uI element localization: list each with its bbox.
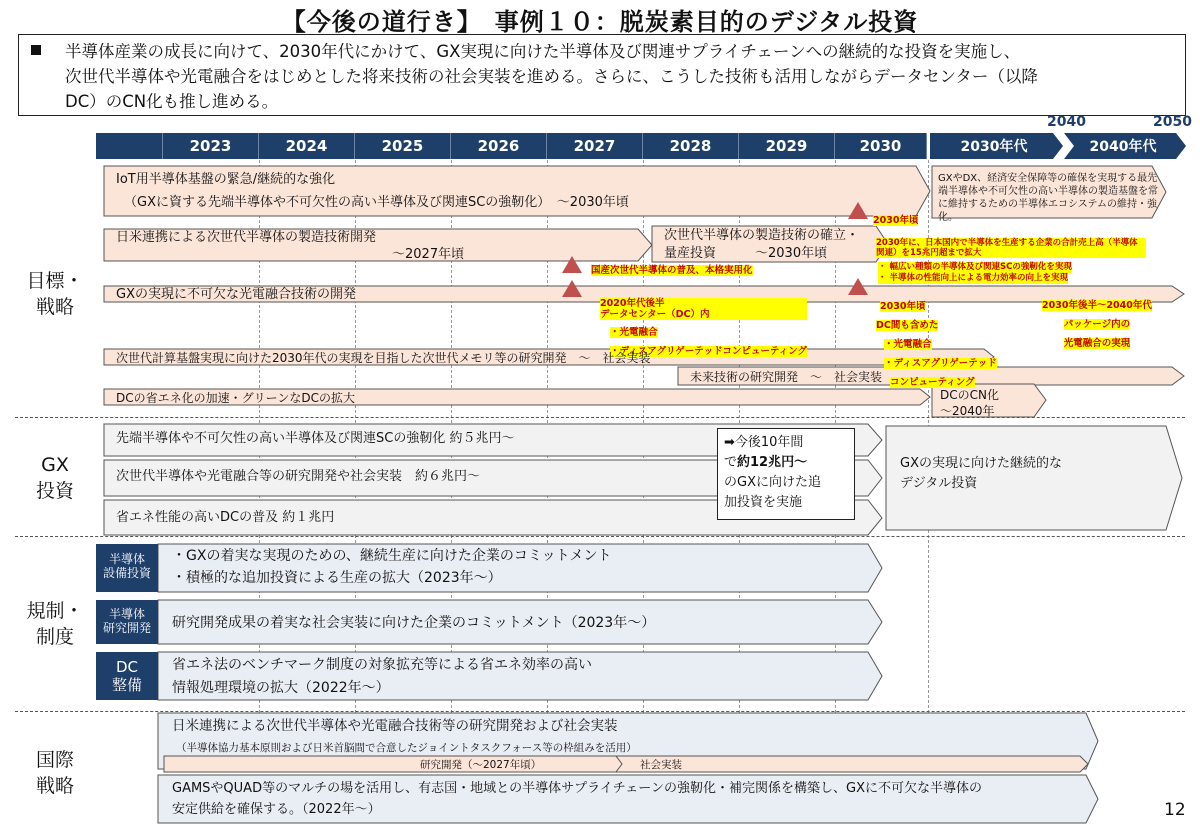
intro-line-2: 次世代半導体や光電融合をはじめとした将来技術の社会実装を進める。さらに、こうした技術も活用しながらデータセンター（以降: [65, 67, 1038, 86]
reg-tag1-line2: 設備投資: [102, 566, 151, 580]
callout-line-2a: で: [724, 455, 738, 470]
reg-tag3-line2: 整備: [111, 676, 142, 694]
reg-tag-semiconductor-capex: [96, 544, 158, 592]
callout-line-2: [724, 453, 848, 473]
intl-line-3: GAMSやQUAD等のマルチの場を活用し、有志国・地域との半導体サプライチェーンの強靭化・補完関係を構築し、GXに不可欠な半導体の: [172, 781, 983, 796]
future-tech-label: 未来技術の研究開発 ～ 社会実装: [690, 370, 883, 384]
intl-deploy-arrow: [616, 756, 1088, 772]
label-2050: 2050: [1153, 114, 1192, 130]
year-blank: [96, 133, 163, 159]
label-2040: 2040: [1047, 114, 1086, 130]
year-2030: 2030: [835, 133, 927, 159]
reg-tag2-line1: 半導体: [108, 607, 145, 621]
year-2028: 2028: [643, 133, 739, 159]
reg-tag-semiconductor-rnd: [96, 600, 158, 644]
tag-2030b-2: DC間も含めた: [876, 320, 939, 331]
tag-2030: 2030年頃: [873, 215, 919, 226]
milestone-triangle: [848, 202, 868, 219]
reg-tag1-line1: 半導体: [108, 552, 145, 566]
dc-2020s-4: ・ディスアグリゲーテッドコンピューティング: [610, 346, 807, 357]
intl-line-1: 日米連携による次世代半導体や光電融合技術等の研究開発および社会実装: [172, 718, 618, 734]
next-gen-line-1: 次世代半導体の製造技術の確立・: [664, 228, 860, 243]
intl-sub-deploy: 社会実装: [640, 759, 682, 771]
dc-2020s-1: 2020年代後半: [600, 298, 807, 309]
page-number: 12: [1164, 800, 1186, 820]
callout-line-3: のGXに向けた追: [724, 475, 821, 490]
next-gen-line-2: 量産投資 ～2030年頃: [664, 246, 828, 261]
gx-bar-2-label: 次世代半導体や光電融合等の研究開発や社会実装 約６兆円～: [116, 469, 481, 484]
callout-amount: 約12兆円～: [737, 455, 808, 470]
ecosystem-text: GXやDX、経済安全保障等の確保を実現する最先端半導体や不可欠性の高い半導体の製造基盤を常に維持するための半導体エコシステムの維持・強化。: [938, 173, 1158, 223]
photonics-label: GXの実現に不可欠な光電融合技術の開発: [116, 287, 356, 302]
dc-2020s-tag: [600, 298, 807, 358]
bullet-square: [31, 45, 41, 55]
reg-text-2: 研究開発成果の着実な社会実装に向けた企業のコミットメント（2023年～）: [172, 615, 656, 631]
intl-line-4: 安定供給を確保する。（2022年～）: [172, 802, 381, 817]
dc-2020s-3: ・光電融合: [610, 327, 658, 338]
row-label-regulation: 規制・ 制度: [26, 600, 84, 648]
intl-rnd-arrow: [164, 756, 626, 772]
iot-line-2: （GXに資する先端半導体や不可欠性の高い半導体及び関連SCの強靭化） ～2030年頃: [124, 195, 629, 210]
tag-2040: [1042, 293, 1152, 350]
callout-line-1: ➡今後10年間: [724, 435, 804, 450]
jp-us-line-1: 日米連携による次世代半導体の製造技術開発: [116, 230, 377, 245]
reg-tag-dc: [96, 652, 158, 700]
gx-callout: [717, 428, 855, 520]
decade-2030-label: 2030年代: [960, 139, 1028, 155]
tag-2030b-1: 2030年頃: [880, 301, 926, 312]
computing-label: 次世代計算基盤実現に向けた2030年代の実現を目指した次世代メモリ等の研究開発 ～ 社会実装: [116, 351, 651, 365]
year-2025: 2025: [355, 133, 451, 159]
intro-box: [18, 34, 1186, 116]
tag-2040-2: パッケージ内の: [1063, 319, 1131, 330]
red-note-3: ・ 半導体の性能向上による電力効率の向上を実現: [878, 273, 1068, 283]
domestic-tag: 国産次世代半導体の普及、本格実用化: [591, 265, 753, 276]
intro-line-3: DC）のCN化も推し進める。: [65, 92, 279, 111]
milestone-triangle: [562, 280, 582, 297]
reg-tag3-line1: DC: [115, 658, 139, 676]
reg-text-1b: ・積極的な追加投資による生産の拡大（2023年～）: [172, 570, 502, 586]
dc-green-label: DCの省エネ化の加速・グリーンなDCの拡大: [116, 391, 355, 405]
row-label-goals: 目標・ 戦略: [26, 270, 84, 318]
reg-text-1a: ・GXの着実な実現のための、継続生産に向けた企業のコミットメント: [172, 548, 612, 564]
year-2024: 2024: [259, 133, 355, 159]
dc-2020s-2: データセンター（DC）内: [600, 309, 807, 320]
milestone-triangle: [848, 278, 868, 295]
gx-right-2: デジタル投資: [900, 476, 978, 491]
year-2029: 2029: [739, 133, 835, 159]
dc-cn-2: ～2040年: [940, 404, 995, 418]
reg-tag2-line2: 研究開発: [102, 621, 151, 635]
milestone-triangle: [562, 256, 582, 273]
year-2026: 2026: [451, 133, 547, 159]
intl-line-2: （半導体協力基本原則および日米首脳間で合意したジョイントタスクフォース等の枠組みを活用）: [176, 742, 637, 754]
dc-cn-1: DCのCN化: [940, 388, 999, 402]
row-label-international: 国際 戦略: [35, 749, 74, 797]
intl-sub-rnd: 研究開発（～2027年頃）: [420, 759, 542, 771]
decade-2040-label: 2040年代: [1089, 139, 1157, 155]
red-note-1: 2030年に、日本国内で半導体を生産する企業の合計売上高（半導体関連）を15兆円超まで拡大: [876, 238, 1146, 258]
page-title: 【今後の道行き】 事例１０：脱炭素目的のデジタル投資: [281, 8, 919, 36]
row-label-gx: GX 投資: [35, 454, 74, 502]
year-2023: 2023: [163, 133, 259, 159]
intro-line-1: 半導体産業の成長に向けて、2030年代にかけて、GX実現に向けた半導体及び関連サプライチェーンへの継続的な投資を実施し、: [65, 42, 1021, 61]
reg-text-3b: 情報処理環境の拡大（2022年～）: [172, 680, 390, 696]
tag-2040-3: 光電融合の実現: [1063, 338, 1131, 349]
reg-text-3a: 省エネ法のベンチマーク制度の対象拡充等による省エネ効率の高い: [172, 657, 592, 673]
iot-line-1: IoT用半導体基盤の緊急/継続的な強化: [116, 172, 336, 187]
callout-line-4: 加投資を実施: [724, 495, 803, 510]
gx-bar-1-label: 先端半導体や不可欠性の高い半導体及び関連SCの強靭化 約５兆円～: [116, 431, 515, 446]
gx-bar-3-label: 省エネ性能の高いDCの普及 約１兆円: [116, 510, 335, 525]
tag-2030b-4: ・ディスアグリゲーテッド: [884, 358, 997, 369]
tag-2040-1: 2030年後半～2040年代: [1042, 300, 1152, 311]
tag-2030b-5: コンピューティング: [890, 377, 975, 388]
red-note-2: ・ 幅広い種類の半導体及び関連SCの強靭化を実現: [878, 262, 1072, 272]
tag-2030b-3: ・光電融合: [884, 339, 932, 350]
jp-us-line-2: ～2027年頃: [392, 247, 465, 262]
tag-2030b: [876, 294, 997, 389]
year-2027: 2027: [547, 133, 643, 159]
gx-right-1: GXの実現に向けた継続的な: [900, 456, 1062, 471]
